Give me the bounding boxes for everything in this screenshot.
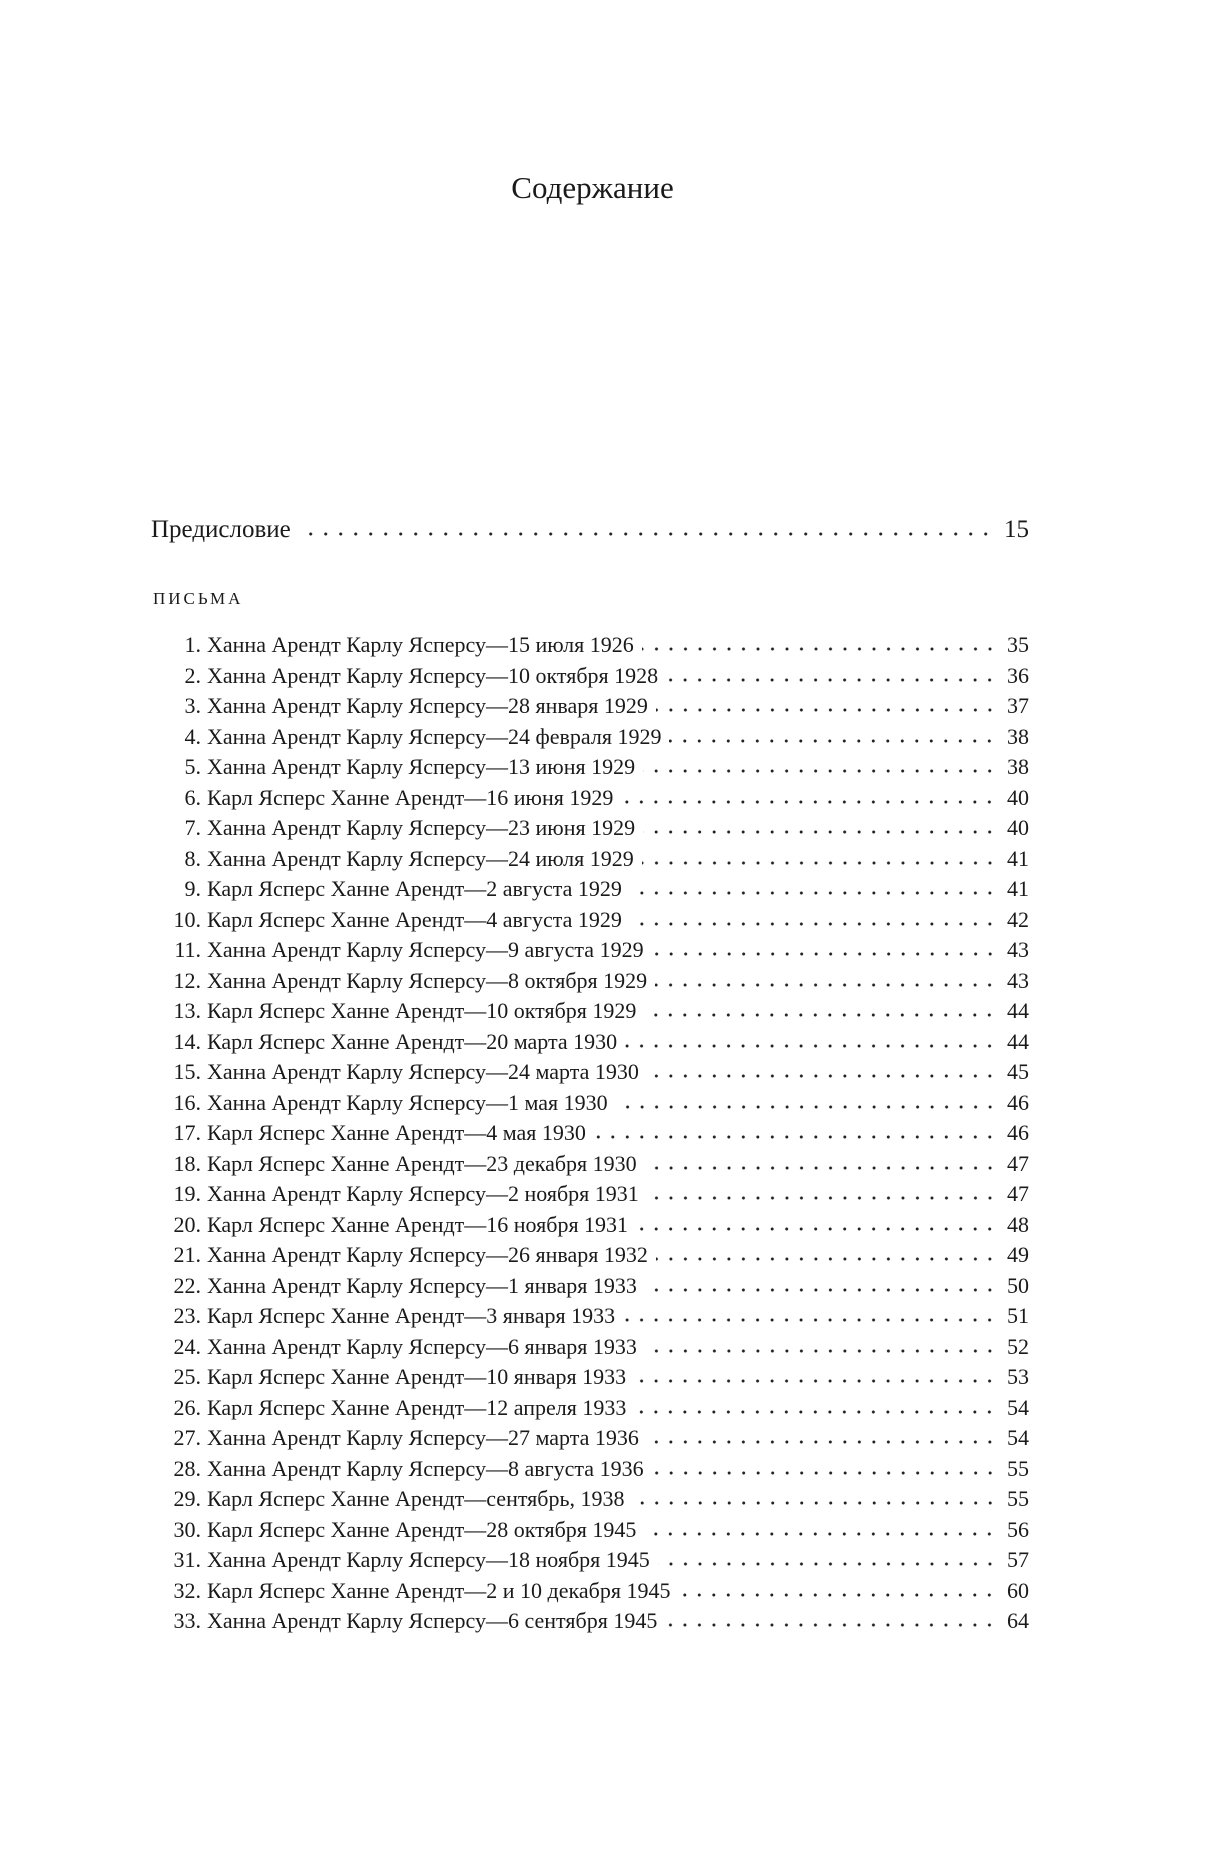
- toc-entry-label: Ханна Арендт Карлу Ясперсу—6 сентября 1945: [207, 1608, 658, 1633]
- toc-entry[interactable]: [151, 724, 1029, 755]
- toc-entry-label: Ханна Арендт Карлу Ясперсу—10 октября 1928: [207, 662, 659, 688]
- dot-leader: [621, 799, 997, 805]
- toc-entry-number: 7.: [184, 815, 201, 840]
- toc-entry-number: 19.: [173, 1181, 201, 1206]
- toc-entry-label: Ханна Арендт Карлу Ясперсу—1 мая 1930: [207, 1089, 608, 1115]
- toc-entry-number: 27.: [173, 1425, 201, 1450]
- toc-entry[interactable]: [151, 1547, 1029, 1578]
- toc-entry[interactable]: [151, 846, 1029, 877]
- toc-entry-number: 13.: [173, 998, 201, 1023]
- toc-entry-label: Карл Ясперс Ханне Арендт—2 и 10 декабря 1945: [207, 1577, 671, 1603]
- toc-page-number: 35: [1007, 632, 1029, 657]
- toc-entry-number: 1.: [184, 632, 201, 657]
- toc-entry-number: 17.: [173, 1120, 201, 1145]
- dot-leader: [634, 1409, 997, 1415]
- toc-list: [151, 632, 1029, 1639]
- toc-page-number: 53: [1007, 1364, 1029, 1389]
- toc-page-number: 54: [1007, 1425, 1029, 1450]
- toc-page-number: 57: [1007, 1547, 1029, 1572]
- toc-entry-label: Карл Ясперс Ханне Арендт—4 мая 1930: [207, 1120, 586, 1145]
- toc-entry-label: Ханна Арендт Карлу Ясперсу—24 февраля 1929: [207, 723, 662, 749]
- toc-entry-number: 18.: [173, 1150, 201, 1176]
- toc-page-number: 60: [1007, 1577, 1029, 1603]
- toc-page-number: 50: [1007, 1272, 1029, 1298]
- toc-page-number: 55: [1007, 1486, 1029, 1511]
- dot-leader: [645, 1348, 997, 1354]
- toc-entry-label: Карл Ясперс Ханне Арендт—20 марта 1930: [207, 1028, 618, 1054]
- dot-leader: [636, 1226, 997, 1232]
- toc-page-number: 36: [1007, 662, 1029, 688]
- toc-entry-label: Карл Ясперс Ханне Арендт—4 августа 1929: [207, 906, 622, 932]
- dot-leader: [658, 1561, 997, 1567]
- toc-entry-label: Ханна Арендт Карлу Ясперсу—8 октября 1929: [207, 967, 648, 993]
- dot-leader: [647, 1073, 997, 1079]
- toc-page-number: 46: [1007, 1089, 1029, 1115]
- toc-entry-label: Ханна Арендт Карлу Ясперсу—1 января 1933: [207, 1272, 637, 1298]
- dot-leader: [630, 890, 997, 896]
- toc-page-number: 15: [1004, 516, 1029, 543]
- toc-entry[interactable]: [151, 1212, 1029, 1243]
- toc-entry-label: Ханна Арендт Карлу Ясперсу—15 июля 1926: [207, 632, 634, 657]
- dot-leader: [642, 646, 997, 652]
- toc-entry[interactable]: [151, 1486, 1029, 1517]
- toc-page-number: 38: [1007, 754, 1029, 779]
- dot-leader: [656, 1256, 997, 1262]
- toc-entry-number: 11.: [174, 937, 201, 962]
- toc-entry-label: Карл Ясперс Ханне Арендт—10 октября 1929: [207, 998, 637, 1023]
- dot-leader: [645, 1165, 997, 1171]
- toc-page-number: 38: [1007, 723, 1029, 749]
- toc-entry-number: 29.: [173, 1486, 201, 1511]
- toc-entry-label: Карл Ясперс Ханне Арендт—10 января 1933: [207, 1364, 627, 1389]
- toc-entry-number: 28.: [173, 1455, 201, 1481]
- toc-entry-label: Карл Ясперс Ханне Арендт—сентябрь, 1938: [207, 1486, 625, 1511]
- toc-entry-number: 15.: [173, 1059, 201, 1084]
- toc-page-number: 44: [1007, 998, 1029, 1023]
- toc-entry-number: 16.: [173, 1089, 201, 1115]
- toc-page-number: 49: [1007, 1242, 1029, 1267]
- toc-page-number: 44: [1007, 1028, 1029, 1054]
- toc-page-number: 64: [1007, 1608, 1029, 1633]
- toc-entry[interactable]: [151, 1151, 1029, 1182]
- page-title: Содержание: [511, 170, 674, 205]
- toc-entry[interactable]: [151, 1334, 1029, 1365]
- toc-page-number: 40: [1007, 815, 1029, 840]
- toc-entry-number: 14.: [173, 1028, 201, 1054]
- toc-page-number: 45: [1007, 1059, 1029, 1084]
- toc-entry[interactable]: [151, 937, 1029, 968]
- toc-entry[interactable]: [151, 754, 1029, 785]
- toc-entry[interactable]: [151, 663, 1029, 694]
- toc-entry[interactable]: [151, 1273, 1029, 1304]
- dot-leader: [630, 921, 997, 927]
- toc-entry-label: Карл Ясперс Ханне Арендт—2 августа 1929: [207, 876, 622, 901]
- toc-entry-label: Ханна Арендт Карлу Ясперсу—9 августа 1929: [207, 937, 644, 962]
- toc-page-number: 52: [1007, 1333, 1029, 1359]
- toc-entry-label: Карл Ясперс Ханне Арендт—23 декабря 1930: [207, 1150, 637, 1176]
- toc-entry-label: Ханна Арендт Карлу Ясперсу—23 июня 1929: [207, 815, 636, 840]
- dot-leader: [642, 860, 997, 866]
- dot-leader: [655, 982, 997, 988]
- toc-entry[interactable]: [151, 1303, 1029, 1334]
- toc-entry-number: 31.: [173, 1547, 201, 1572]
- toc-entry-number: 8.: [184, 845, 201, 871]
- toc-entry[interactable]: [151, 1517, 1029, 1548]
- toc-entry-number: 12.: [173, 967, 201, 993]
- toc-entry-label: Карл Ясперс Ханне Арендт—16 ноября 1931: [207, 1211, 629, 1237]
- toc-page-number: 46: [1007, 1120, 1029, 1145]
- toc-page-number: 47: [1007, 1150, 1029, 1176]
- toc-entry[interactable]: [151, 693, 1029, 724]
- toc-entry-label: Карл Ясперс Ханне Арендт—16 июня 1929: [207, 784, 614, 810]
- toc-entry-label: Ханна Арендт Карлу Ясперсу—28 января 1929: [207, 693, 648, 718]
- toc-entry-number: 24.: [173, 1333, 201, 1359]
- dot-leader: [652, 951, 997, 957]
- toc-entry[interactable]: [151, 1578, 1029, 1609]
- toc-entry-number: 32.: [173, 1577, 201, 1603]
- toc-entry[interactable]: [151, 1029, 1029, 1060]
- toc-entry-number: 21.: [173, 1242, 201, 1267]
- toc-page-number: 37: [1007, 693, 1029, 718]
- dot-leader: [643, 829, 997, 835]
- toc-entry-number: 26.: [173, 1394, 201, 1420]
- toc-entry-number: 3.: [184, 693, 201, 718]
- toc-entry[interactable]: [151, 1364, 1029, 1395]
- dot-leader: [666, 677, 997, 683]
- toc-entry-number: 5.: [184, 754, 201, 779]
- dot-leader: [644, 1531, 997, 1537]
- dot-leader: [616, 1104, 997, 1110]
- toc-entry-number: 25.: [173, 1364, 201, 1389]
- toc-page-number: 54: [1007, 1394, 1029, 1420]
- toc-page-number: 51: [1007, 1303, 1029, 1328]
- toc-entry-preface[interactable]: [151, 516, 1029, 544]
- dot-leader: [634, 1378, 997, 1384]
- toc-entry-label: Ханна Арендт Карлу Ясперсу—24 июля 1929: [207, 845, 634, 871]
- toc-entry[interactable]: [151, 785, 1029, 816]
- toc-entry[interactable]: [151, 968, 1029, 999]
- toc-entry-number: 2.: [184, 662, 201, 688]
- toc-entry[interactable]: [151, 1059, 1029, 1090]
- toc-page-number: 55: [1007, 1455, 1029, 1481]
- dot-leader: [647, 1439, 997, 1445]
- toc-entry[interactable]: [151, 876, 1029, 907]
- toc-entry-number: 20.: [173, 1211, 201, 1237]
- dot-leader: [645, 1287, 997, 1293]
- toc-entry[interactable]: [151, 1425, 1029, 1456]
- toc-entry-label: Ханна Арендт Карлу Ясперсу—8 августа 1936: [207, 1455, 644, 1481]
- toc-page-number: 43: [1007, 937, 1029, 962]
- toc-page-number: 41: [1007, 845, 1029, 871]
- toc-entry[interactable]: [151, 1456, 1029, 1487]
- toc-entry[interactable]: [151, 1181, 1029, 1212]
- toc-entry[interactable]: [151, 1120, 1029, 1151]
- toc-page-number: 41: [1007, 876, 1029, 901]
- toc-entry[interactable]: [151, 1608, 1029, 1639]
- toc-entry-label: Ханна Арендт Карлу Ясперсу—26 января 1932: [207, 1242, 648, 1267]
- toc-entry-label: Предисловие: [151, 516, 291, 543]
- dot-leader: [678, 1592, 997, 1598]
- toc-entry-label: Карл Ясперс Ханне Арендт—28 октября 1945: [207, 1516, 637, 1542]
- toc-entry-number: 22.: [173, 1272, 201, 1298]
- toc-entry-number: 9.: [184, 876, 201, 901]
- dot-leader: [301, 531, 993, 537]
- toc-page-number: 43: [1007, 967, 1029, 993]
- dot-leader: [633, 1500, 997, 1506]
- dot-leader: [665, 1622, 997, 1628]
- toc-entry[interactable]: [151, 1242, 1029, 1273]
- toc-entry[interactable]: [151, 632, 1029, 663]
- toc-entry-label: Ханна Арендт Карлу Ясперсу—6 января 1933: [207, 1333, 637, 1359]
- dot-leader: [647, 1195, 997, 1201]
- toc-entry-number: 4.: [184, 723, 201, 749]
- toc-page-number: 56: [1007, 1516, 1029, 1542]
- toc-entry[interactable]: [151, 1090, 1029, 1121]
- toc-page-number: 42: [1007, 906, 1029, 932]
- dot-leader: [669, 738, 997, 744]
- dot-leader: [623, 1317, 997, 1323]
- toc-entry-label: Ханна Арендт Карлу Ясперсу—2 ноября 1931: [207, 1181, 639, 1206]
- dot-leader: [656, 707, 997, 713]
- dot-leader: [643, 768, 997, 774]
- toc-entry-number: 23.: [173, 1303, 201, 1328]
- dot-leader: [644, 1012, 997, 1018]
- toc-entry[interactable]: [151, 1395, 1029, 1426]
- toc-entry[interactable]: [151, 998, 1029, 1029]
- toc-entry-label: Ханна Арендт Карлу Ясперсу—18 ноября 1945: [207, 1547, 650, 1572]
- toc-page-number: 40: [1007, 784, 1029, 810]
- toc-entry-number: 6.: [184, 784, 201, 810]
- dot-leader: [625, 1043, 997, 1049]
- toc-entry-label: Карл Ясперс Ханне Арендт—12 апреля 1933: [207, 1394, 627, 1420]
- toc-page-number: 47: [1007, 1181, 1029, 1206]
- dot-leader: [594, 1134, 997, 1140]
- dot-leader: [652, 1470, 997, 1476]
- toc-entry-label: Карл Ясперс Ханне Арендт—3 января 1933: [207, 1303, 616, 1328]
- toc-entry-label: Ханна Арендт Карлу Ясперсу—27 марта 1936: [207, 1425, 639, 1450]
- toc-entry-number: 30.: [173, 1516, 201, 1542]
- toc-entry-number: 33.: [173, 1608, 201, 1633]
- toc-entry[interactable]: [151, 907, 1029, 938]
- toc-page-number: 48: [1007, 1211, 1029, 1237]
- section-heading: ПИСЬМА: [153, 589, 244, 608]
- toc-entry-label: Ханна Арендт Карлу Ясперсу—13 июня 1929: [207, 754, 636, 779]
- toc-entry-label: Ханна Арендт Карлу Ясперсу—24 марта 1930: [207, 1059, 639, 1084]
- toc-entry-number: 10.: [173, 906, 201, 932]
- toc-entry[interactable]: [151, 815, 1029, 846]
